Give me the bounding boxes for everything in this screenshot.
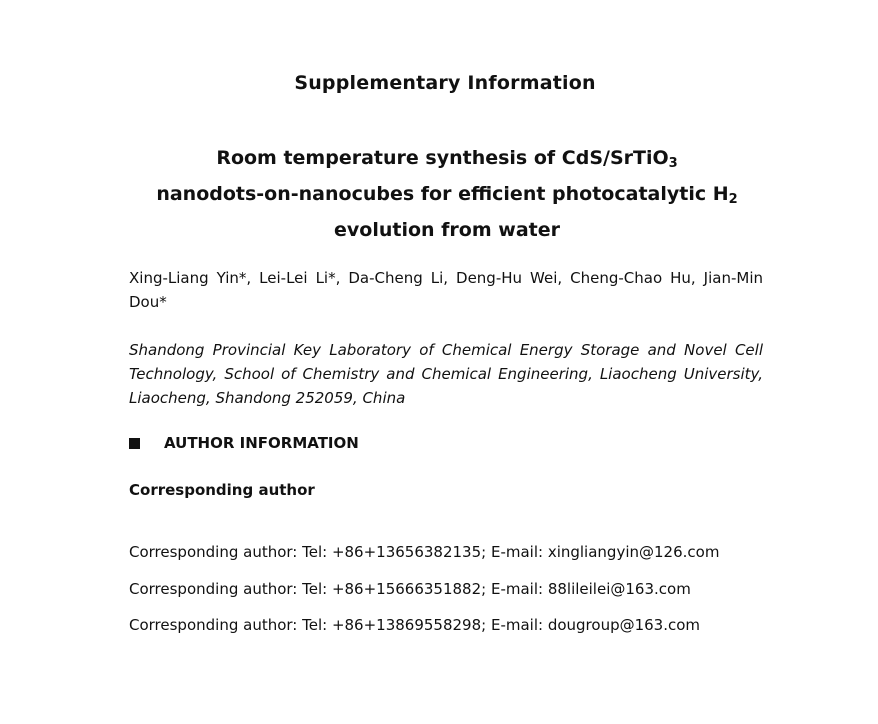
contact-line: Corresponding author: Tel: +86+13869558298; E-mail: dougroup@163.com [129, 616, 701, 634]
contact-line: Corresponding author: Tel: +86+13656382135; E-mail: xingliangyin@126.com [129, 543, 720, 561]
contact-line: Corresponding author: Tel: +86+15666351882; E-mail: 88lileilei@163.com [129, 580, 691, 598]
black-square-icon [129, 438, 140, 449]
author-information-heading [129, 434, 359, 452]
paper-title-line-3: evolution from water [334, 219, 560, 241]
paper-title [130, 140, 764, 248]
subscript-2: 2 [728, 192, 738, 207]
author-list: Xing-Liang Yin*, Lei-Lei Li*, Da-Cheng Li, Deng-Hu Wei, Cheng-Chao Hu, Jian-Min Dou* [129, 269, 763, 311]
affiliation: Shandong Provincial Key Laboratory of Chemical Energy Storage and Novel Cell Technology, School of Chemistry and Chemical Engineering, Liaocheng University, Liaocheng, Shandong 252059, China [129, 341, 763, 407]
paper-title-line-2 [130, 176, 764, 212]
author-information-label: AUTHOR INFORMATION [164, 434, 359, 452]
paper-title-line-1-text: Room temperature synthesis of CdS/SrTiO [216, 147, 669, 169]
paper-title-line-1 [130, 140, 764, 176]
paper-title-line-2-text: nanodots-on-nanocubes for efficient photocatalytic H [156, 183, 729, 205]
corresponding-author-heading: Corresponding author [129, 481, 315, 499]
supplementary-title: Supplementary Information [294, 72, 596, 94]
subscript-3: 3 [668, 156, 678, 171]
